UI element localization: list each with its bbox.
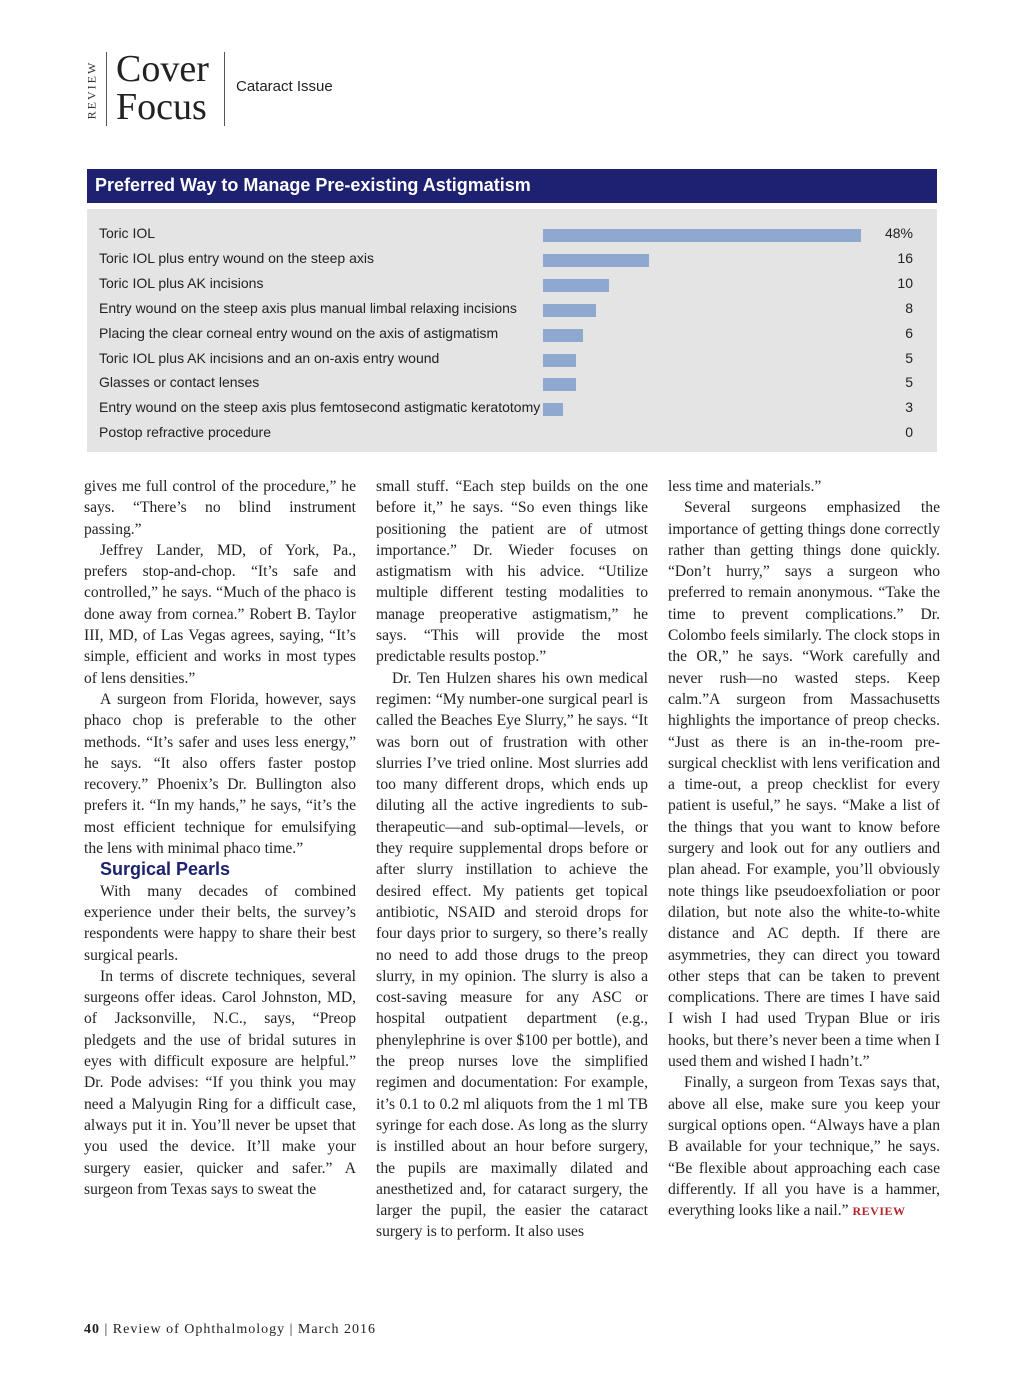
chart-row xyxy=(87,370,937,395)
chart-category-label: Placing the clear corneal entry wound on the axis of astigmatism xyxy=(99,324,499,341)
section-title-cover: Cover xyxy=(116,48,209,90)
section-title-focus: Focus xyxy=(116,86,207,128)
header-divider-right xyxy=(224,52,225,126)
chart-row xyxy=(87,271,937,296)
chart-bar xyxy=(543,279,609,292)
chart-value-label: 3 xyxy=(905,399,913,416)
paragraph: Dr. Ten Hulzen shares his own medical regimen: “My number-one surgical pearl is called the Beaches Eye Slurry,” he says. “It was born out of frustration with other slurries I’ve tried online. Most slurries add too many different drops, which ends up diluting all the active ingredients to sub-therapeutic—and sub-optimal—levels, or they require supplemental drops before or after slurry instillation to achieve the desired effect. My patients get topical antibiotic, NSAID and steroid drops for four days prior to surgery, so there’s really no need to add those drugs to the preop slurry, in my opinion. The slurry is also a cost-saving measure for any ASC or hospital outpatient department (e.g., phenylephrine is over $100 per bottle), and the preop nurses love the simplified regimen and documentation: For example, it’s 0.1 to 0.2 ml aliquots from the 1 ml TB syringe for each dose. As long as the slurry is instilled about an hour before surgery, the pupils are maximally dilated and anesthetized and, for cataract surgery, the larger the pupil, the easier the cataract surgery is to perform. It also uses xyxy=(376,669,648,1241)
chart-row xyxy=(87,246,937,271)
subheading-surgical-pearls: Surgical Pearls xyxy=(100,859,231,880)
article-column-1 xyxy=(84,476,356,1200)
article-column-3 xyxy=(668,476,940,1222)
header-divider-left xyxy=(106,52,107,126)
paragraph: In terms of discrete techniques, several surgeons offer ideas. Carol Johnston, MD, of Jacksonville, N.C., says, “Preop pledgets and the use of bridal sutures in eyes with difficult exposure are helpful.” Dr. Pode advises: “If you think you may need a Malyugin Ring for a difficult case, always put it in. You’ll never be upset that you used the device. It’ll make your surgery easier, quicker and safer.” A surgeon from Texas says to sweat the xyxy=(84,967,356,1198)
chart-row xyxy=(87,346,937,371)
paragraph: gives me full control of the procedure,” he says. “There’s no blind instrument passing.” xyxy=(84,478,356,538)
chart-title: Preferred Way to Manage Pre-existing Astigmatism xyxy=(95,175,531,195)
page-footer xyxy=(84,1322,376,1338)
chart-category-label: Glasses or contact lenses xyxy=(99,374,260,391)
chart-category-label: Toric IOL xyxy=(99,225,156,241)
paragraph: With many decades of combined experience under their belts, the survey’s respondents were happy to share their best surgical pearls. xyxy=(84,882,356,964)
page-number: 40 xyxy=(84,1322,100,1337)
article-column-2 xyxy=(376,476,648,1243)
chart-category-label: Toric IOL plus entry wound on the steep axis xyxy=(99,249,374,266)
chart-value-label: 8 xyxy=(905,299,913,316)
chart-value-label: 10 xyxy=(897,274,913,291)
chart-value-label: 48% xyxy=(884,225,913,241)
paragraph: Jeffrey Lander, MD, of York, Pa., prefers stop-and-chop. “It’s safe and controlled,” he says. “Much of the phaco is done away from cornea.” Robert B. Taylor III, MD, of Las Vegas agrees, saying, “It’s simple, efficient and works in most types of lens densities.” xyxy=(84,541,356,687)
chart-category-label: Entry wound on the steep axis plus manual limbal relaxing incisions xyxy=(99,299,517,316)
chart-row xyxy=(87,395,937,420)
chart-bar xyxy=(543,403,563,416)
chart-category-label: Toric IOL plus AK incisions and an on-axis entry wound xyxy=(99,349,440,366)
chart-row xyxy=(87,221,937,246)
chart-bar xyxy=(543,329,583,342)
paragraph-text: Finally, a surgeon from Texas says that, above all else, make sure you keep your surgical options open. “Always have a plan B available for your technique,” he says. “Be flexible about approaching each case differently. If all you have is a hammer, everything looks like a nail.” xyxy=(668,1074,940,1220)
chart-value-label: 6 xyxy=(905,324,913,341)
chart-bar xyxy=(543,354,576,367)
chart-bar xyxy=(543,304,596,317)
chart-row xyxy=(87,420,937,445)
chart-bar xyxy=(543,254,649,267)
paragraph xyxy=(668,1072,940,1222)
chart-category-label: Postop refractive procedure xyxy=(99,424,271,441)
chart-value-label: 16 xyxy=(897,249,913,266)
review-vertical-label: REVIEW xyxy=(84,60,99,120)
paragraph: Several surgeons emphasized the importance of getting things done correctly rather than getting things done quickly. “Don’t hurry,” says a surgeon who preferred to remain anonymous. “Take the time to prevent complications.” Dr. Colombo feels similarly. The clock stops in the OR,” he says. “Work carefully and never rush—no wasted steps. Keep calm.”A surgeon from Massachusetts highlights the importance of preop checks. “Just as there is an in-the-room pre-surgical checklist with lens verification and a time-out, a preop checklist for every patient is useful,” he says. “Make a list of the things that you want to know before surgery and look out for any outliers and plan ahead. For example, you’ll obviously note things like pseudoexfoliation or poor dilation, but note also the white-to-white distance and AC depth. If there are asymmetries, they can direct you toward other steps that can be taken to prevent complications. There are times I have said I wish I had used Trypan Blue or iris hooks, but there’s never been a time when I used them and wished I hadn’t.” xyxy=(668,499,940,1071)
chart-category-label: Entry wound on the steep axis plus femtosecond astigmatic keratotomy xyxy=(99,399,541,416)
bar-chart xyxy=(87,209,937,452)
paragraph: less time and materials.” xyxy=(668,478,822,495)
chart-bar xyxy=(543,229,861,242)
chart-value-label: 5 xyxy=(905,374,913,391)
chart-row xyxy=(87,321,937,346)
paragraph: A surgeon from Florida, however, says phaco chop is preferable to the other methods. “It’s safer and uses less energy,” he says. “It also offers faster postop recovery.” Phoenix’s Dr. Bullington also prefers it. “In my hands,” he says, “it’s the most efficient technique for emulsifying the lens with minimal phaco time.” xyxy=(84,690,356,858)
chart-value-label: 0 xyxy=(905,424,913,441)
end-mark: REVIEW xyxy=(852,1204,906,1219)
chart-bar xyxy=(543,378,576,391)
publication-info: | Review of Ophthalmology | March 2016 xyxy=(100,1322,376,1337)
paragraph: small stuff. “Each step builds on the one before it,” he says. “So even things like positioning the patient are of utmost importance.” Dr. Wieder focuses on astigmatism with his advice. “Utilize multiple different testing modalities to manage preoperative astigmatism,” he says. “This will provide the most predictable results postop.” xyxy=(376,478,648,666)
page-header xyxy=(0,0,1024,140)
chart-category-label: Toric IOL plus AK incisions xyxy=(99,274,264,291)
chart-title-bar xyxy=(87,169,937,203)
chart-row xyxy=(87,296,937,321)
chart-value-label: 5 xyxy=(905,349,913,366)
issue-label: Cataract Issue xyxy=(236,78,333,95)
